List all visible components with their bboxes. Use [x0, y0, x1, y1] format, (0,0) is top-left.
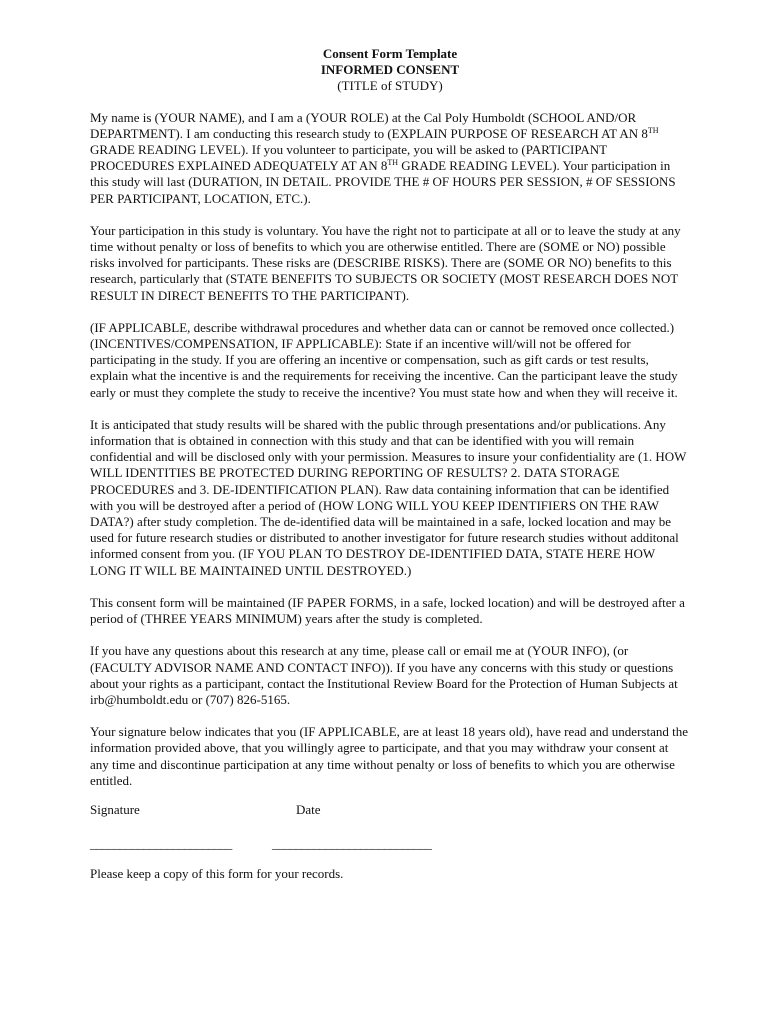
title-block [90, 46, 690, 95]
contact-paragraph: If you have any questions about this research at any time, please call or email me at (YOUR INFO), (or (FACULTY ADVISOR NAME AND CONTACT INFO)). If you have any concerns with this study or questions about your rights as a participant, contact the Institutional Review Board for the Protection of Human Subjects at irb@humboldt.edu or (707) 826-5165. [90, 643, 678, 707]
confidentiality-paragraph: It is anticipated that study results will be shared with the public through presentations and/or publications. Any information that is obtained in connection with this study and that can be identified with you will remain confidential and will be disclosed only with your permission. Measures to insure your confidentiality are (1. HOW WILL IDENTITIES BE PROTECTED DURING REPORTING OF RESULTS? 2. DATA STORAGE PROCEDURES and 3. DE-IDENTIFICATION PLAN). Raw data containing information that can be identified with you will be destroyed after a period of (HOW LONG WILL YOU KEEP IDENTIFIERS ON THE RAW DATA?) after study completion. The de-identified data will be maintained in a safe, locked location and may be used for future research studies or distributed to another investigator for future research studies without additonal informed consent from you. (IF YOU PLAN TO DESTROY DE-IDENTIFIED DATA, STATE HERE HOW LONG IT WILL BE MAINTAINED UNTIL DESTROYED.) [90, 416, 687, 578]
date-label: Date [296, 801, 321, 817]
signature-line: ________________________ [90, 835, 232, 851]
keep-copy-note: Please keep a copy of this form for your records. [90, 865, 344, 881]
document-title: Consent Form Template [322, 46, 458, 61]
document-subtitle: INFORMED CONSENT [320, 62, 460, 78]
signature-label: Signature [90, 801, 140, 817]
intro-text-b: GRADE READING LEVEL). If you volunteer to participate, you will be asked to (PARTICIPANT PROCEDURES EXPLAINED ADEQUATELY AT AN 8 [90, 142, 607, 174]
signature-labels-row [90, 802, 690, 818]
intro-paragraph [90, 110, 690, 207]
date-line: ___________________________ [272, 835, 432, 851]
voluntary-participation-paragraph: Your participation in this study is voluntary. You have the right not to participate at all or to leave the study at any time without penalty or loss of benefits to which you are otherwise entitled. There are (SOME or NO) possible risks involved for participants. These risks are (DESCRIBE RISKS). There are (SOME OR NO) benefits to this research, particularly that (STATE BENEFITS TO SUBJECTS OR SOCIETY (MOST RESEARCH DOES NOT RESULT IN DIRECT BENEFITS TO THE PARTICIPANT). [90, 222, 681, 303]
withdrawal-incentives-paragraph: (IF APPLICABLE, describe withdrawal procedures and whether data can or cannot be removed once collected.) (INCENTIVES/COMPENSATION, IF APPLICABLE): State if an incentive will/will not be offered for participating in the study. If you are offering an incentive or compensation, such as gift cards or test results, explain what the incentive is and the requirements for receiving the incentive. Can the participant leave the study early or must they complete the study to receive the incentive? You must state how and when they will receive it. [90, 319, 678, 400]
intro-text-c: GRADE READING LEVEL). Your participation in this study will last (DURATION, IN DETAIL. PROVIDE THE # OF HOURS PER SESSION, # OF SESSIONS PER PARTICIPANT, LOCATION, ETC.). [90, 158, 676, 206]
retention-paragraph: This consent form will be maintained (IF PAPER FORMS, in a safe, locked location) and will be destroyed after a period of (THREE YEARS MINIMUM) years after the study is completed. [90, 594, 685, 627]
signature-statement-paragraph: Your signature below indicates that you (IF APPLICABLE, are at least 18 years old), have read and understand the information provided above, that you willingly agree to participate, and that you may withdraw your consent at any time and discontinue participation at any time without penalty or loss of benefits to which you are otherwise entitled. [90, 724, 688, 788]
superscript-th-1: TH [647, 125, 659, 135]
study-title: (TITLE of STUDY) [337, 78, 443, 94]
intro-text-a: My name is (YOUR NAME), and I am a (YOUR ROLE) at the Cal Poly Humboldt (SCHOOL AND/OR DEPARTMENT). I am conducting this research study to (EXPLAIN PURPOSE OF RESEARCH AT AN 8 [90, 109, 648, 141]
superscript-th-2: TH [387, 158, 399, 168]
consent-form-page [90, 46, 690, 882]
signature-lines-row [90, 836, 690, 852]
